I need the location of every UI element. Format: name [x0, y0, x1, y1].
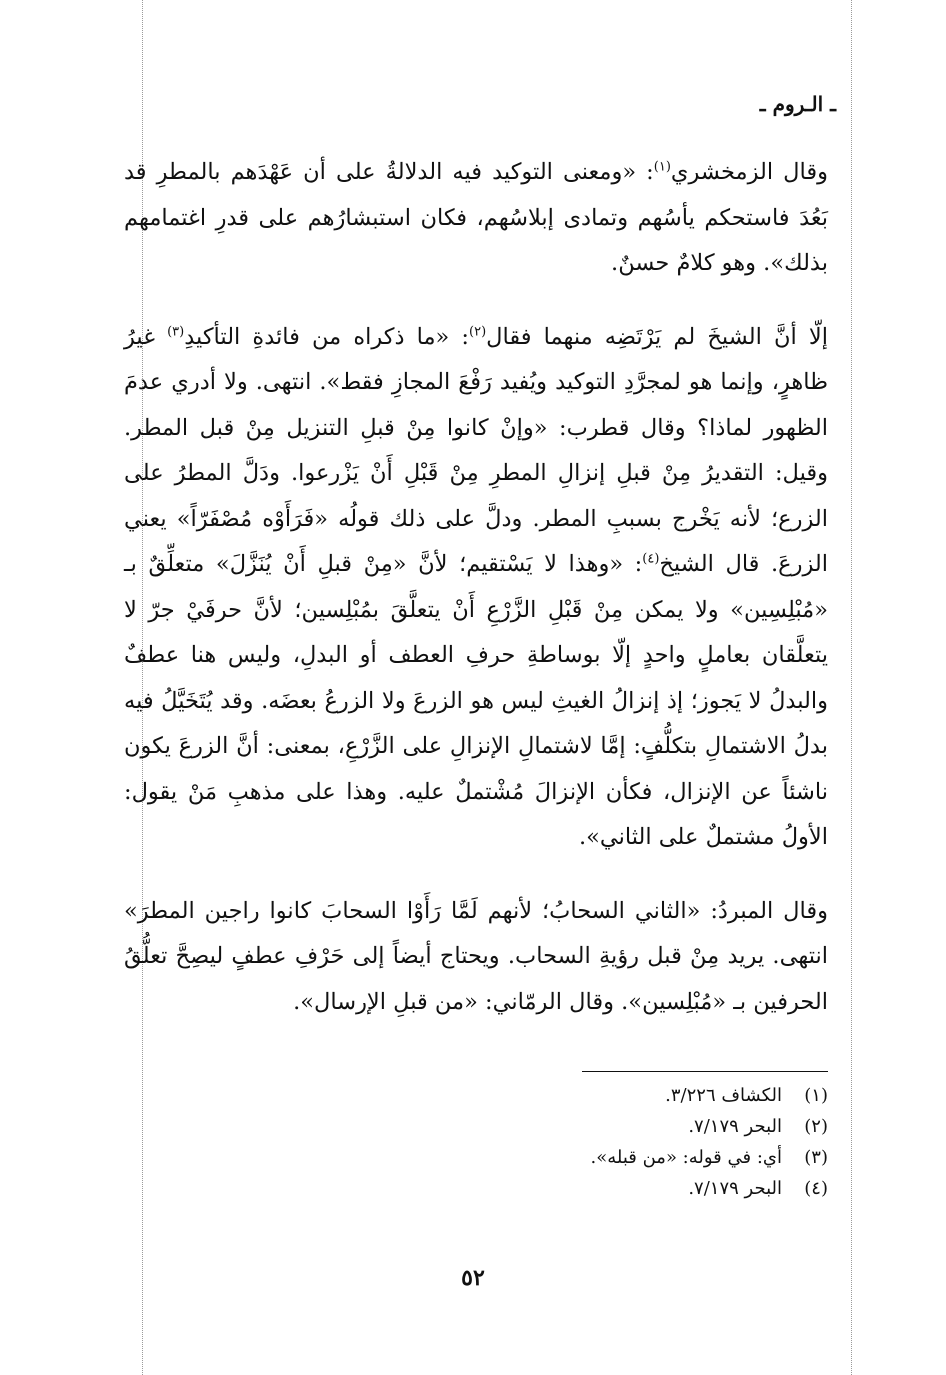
scan-edge-line [851, 0, 852, 1375]
footnote-item [328, 1173, 828, 1204]
paragraph [124, 315, 828, 861]
paragraph [124, 150, 828, 287]
footnote-text: البحر ٧/١٧٩. [688, 1178, 782, 1199]
footnote-number: (٢) [804, 1116, 828, 1137]
paragraph-text: : «ومعنى التوكيد فيه الدلالةُ على أن عَهْدَهم بالمطرِ قد بَعُدَ فاستحكم يأسُهم وتمادى إبلاسُهم، فكان استبشارُهم على قدرِ اغتمامهم بذلك». وهو كلامٌ حسنٌ. [124, 159, 828, 276]
footnote-ref: (١) [653, 159, 671, 175]
footnote-item [328, 1111, 828, 1142]
footnote-number: (١) [804, 1085, 828, 1106]
footnote-text: الكشاف ٣/٢٢٦. [665, 1085, 782, 1106]
paragraph-text: وقال المبردُ: «الثاني السحابُ؛ لأنهم لَمَّا رَأَوْا السحابَ كانوا راجين المطرَ» انتهى. يريد مِنْ قبل رؤيةِ السحاب. ويحتاج أيضاً إلى حَرْفِ عطفٍ ليصِحَّ تعلُّقُ الحرفين بـ «مُبْلِسين». وقال الرمّاني: «من قبلِ الإرسال». [124, 897, 828, 1015]
footnote-item [328, 1142, 828, 1173]
footnotes [328, 1080, 828, 1204]
footnote-divider [582, 1071, 828, 1072]
footnote-text: البحر ٧/١٧٩. [688, 1116, 782, 1137]
footnote-text: أي: في قوله: «من قبله». [590, 1147, 782, 1168]
paragraph-text: وقال الزمخشري [670, 159, 829, 185]
footnote-ref: (٣) [167, 324, 185, 339]
footnote-ref: (٤) [642, 551, 660, 567]
paragraph-text: : «وهذا لا يَسْتقيم؛ لأنَّ «مِنْ قبلِ أَنْ يُنَزَّلَ» متعلِّقٌ بـ «مُبْلِسِين» ولا يمكن مِنْ قَبْلِ الزَّرْعِ أَنْ يتعلَّقَ بمُبْلِسين؛ لأنَّ حرفَيْ جرّ لا يتعلَّقان بعاملٍ واحدٍ إلّا بوساطةِ حرفِ العطف أو البدلِ، وليس هنا عطفٌ والبدلُ لا يَجوز؛ إذ إنزالُ الغيثِ ليس هو الزرعَ ولا الزرعُ بعضَه. وقد يُتَخَيَّلُ فيه بدلُ الاشتمالِ بتكلُّفٍ: إمَّا لاشتمالِ الإنزالِ على الزَّرْعِ، بمعنى: أنَّ الزرعَ يكون ناشئاً عن الإنزال، فكأن الإنزالَ مُشْتملٌ عليه. وهذا على مذهبِ مَنْ يقول: الأولُ مشتملٌ على الثاني». [124, 551, 828, 850]
footnote-ref: (٢) [469, 324, 487, 339]
footnote-item [328, 1080, 828, 1111]
main-text [124, 150, 828, 1053]
footnote-number: (٣) [804, 1147, 828, 1168]
paragraph-text: غيرُ ظاهرٍ، وإنما هو لمجرَّدِ التوكيد ويُفيد رَفْعَ المجازِ فقط». انتهى. ولا أدري عدمَ الظهور لماذا؟ وقال قطرب: «وإنْ كانوا مِنْ قبلِ التنزيل مِنْ قبل المطر. وقيل: التقديرُ مِنْ قبلِ إنزالِ المطرِ مِنْ قَبْلِ أَنْ يَزْرعوا. ودَلَّ المطرُ على الزرع؛ لأنه يَخْرج بسببِ المطر. ودلَّ على ذلك قولُه «فَرَأَوْه مُصْفَرّاً» يعني الزرعَ. قال الشيخ [124, 323, 828, 577]
footnote-number: (٤) [804, 1178, 828, 1199]
paragraph-text: إلّا أنَّ الشيخَ لم يَرْتَضِه منهما فقال [486, 323, 828, 350]
page-number: ٥٢ [461, 1265, 485, 1291]
paragraph-text: : «ما ذكراه من فائدةِ التأكيدِ [184, 323, 469, 350]
paragraph [124, 889, 828, 1026]
running-head: ـ الـروم ـ [759, 92, 836, 116]
